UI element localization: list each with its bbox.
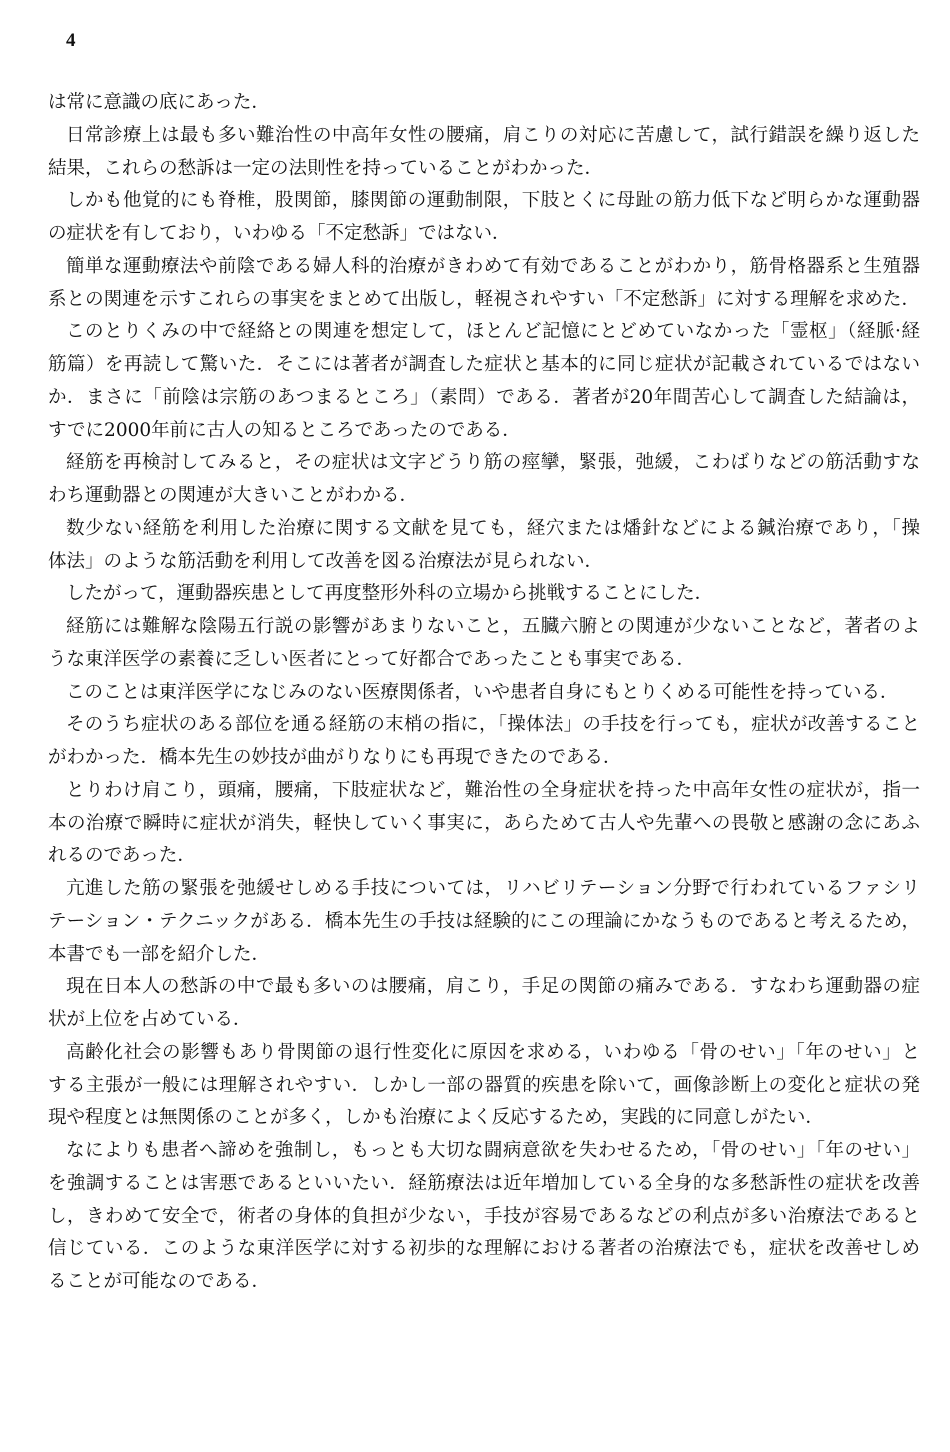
text-line: このことは東洋医学になじみのない医療関係者，いや患者自身にもとりくめる可能性を持っている． — [66, 681, 899, 703]
text-line: し，きわめて安全で，術者の身体的負担が少ない，手技が容易であるなどの利点が多い治療法であると — [48, 1205, 920, 1227]
text-line: 数少ない経筋を利用した治療に関する文献を見ても，経穴または燔針などによる鍼治療であり，「操 — [66, 517, 920, 539]
text-line: うな東洋医学の素養に乏しい医者にとって好都合であったことも事実である． — [48, 648, 695, 670]
text-line: か．まさに「前陰は宗筋のあつまるところ」（素問）である．著者が20年間苦心して調査した結論は， — [48, 386, 920, 408]
text-line: 高齢化社会の影響もあり骨関節の退行性変化に原因を求める，いわゆる「骨のせい」「年のせい」と — [66, 1041, 920, 1063]
text-line: 結果，これらの愁訴は一定の法則性を持っていることがわかった． — [48, 157, 604, 179]
text-line: ることが可能なのである． — [48, 1271, 271, 1292]
text-line: したがって，運動器疾患として再度整形外科の立場から挑戦することにした． — [66, 583, 714, 605]
text-line: 筋篇）を再読して驚いた．そこには著者が調査した症状と基本的に同じ症状が記載されているではない — [48, 354, 920, 375]
text-line: 本書でも一部を紹介した． — [48, 943, 271, 965]
text-line: そのうち症状のある部位を通る経筋の末梢の指に，「操体法」の手技を行っても，症状が改善すること — [66, 714, 920, 736]
text-line: 現や程度とは無関係のことが多く，しかも治療によく反応するため，実践的に同意しがたい． — [48, 1107, 824, 1129]
text-line: しかも他覚的にも脊椎，股関節，膝関節の運動制限，下肢とくに母趾の筋力低下など明らかな運動器 — [66, 190, 920, 212]
text-line: 本の治療で瞬時に症状が消失，軽快していく事実に，あらためて古人や先輩への畏敬と感謝の念にあふ — [48, 812, 920, 834]
page-number: 4 — [66, 30, 76, 51]
text-line: わち運動器との関連が大きいことがわかる． — [48, 485, 419, 506]
text-line: 日常診療上は最も多い難治性の中高年女性の腰痛，肩こりの対応に苦慮して，試行錯誤を繰り返した — [66, 124, 920, 146]
text-line: がわかった．橋本先生の妙技が曲がりなりにも再現できたのである． — [48, 747, 622, 768]
text-line: する主張が一般には理解されやすい．しかし一部の器質的疾患を除いて，画像診断上の変化と症状の発 — [48, 1074, 920, 1096]
text-line: このとりくみの中で経絡との関連を想定して，ほとんど記憶にとどめていなかった「霊枢」（経脈·経 — [66, 321, 920, 343]
text-line: 亢進した筋の緊張を弛緩せしめる手技については，リハビリテーション分野で行われているファシリ — [66, 878, 920, 899]
text-line: 簡単な運動療法や前陰である婦人科的治療がきわめて有効であることがわかり，筋骨格器系と生殖器 — [66, 255, 920, 277]
text-line: すでに2000年前に古人の知るところであったのである． — [48, 419, 521, 441]
text-line: れるのであった． — [48, 845, 196, 867]
text-line: テーション・テクニックがある．橋本先生の手技は経験的にこの理論にかなうものであると考えるため， — [48, 910, 920, 932]
text-line: は常に意識の底にあった． — [48, 92, 270, 113]
text-line: とりわけ肩こり，頭痛，腰痛，下肢症状など，難治性の全身症状を持った中高年女性の症状が，指一 — [66, 779, 920, 801]
text-line: を強調することは害悪であるといいたい．経筋療法は近年増加している全身的な多愁訴性の症状を改善 — [48, 1172, 920, 1194]
text-line: 経筋を再検討してみると，その症状は文字どうり筋の痙攣，緊張，弛緩，こわばりなどの筋活動すな — [66, 452, 920, 474]
text-line: 現在日本人の愁訴の中で最も多いのは腰痛，肩こり，手足の関節の痛みである．すなわち運動器の症 — [66, 976, 920, 998]
text-line: なによりも患者へ諦めを強制し，もっとも大切な闘病意欲を失わせるため，「骨のせい」「年のせい」 — [66, 1140, 920, 1161]
text-line: 状が上位を占めている． — [48, 1009, 252, 1030]
text-line: 経筋には難解な陰陽五行説の影響があまりないこと，五臓六腑との関連が少ないことなど，著者のよ — [66, 616, 920, 637]
text-line: 系との関連を示すこれらの事実をまとめて出版し，軽視されやすい「不定愁訴」に対する理解を求めた． — [48, 288, 920, 310]
text-line: 体法」のような筋活動を利用して改善を図る治療法が見られない． — [48, 550, 604, 572]
body-text — [48, 87, 920, 1299]
text-line: 信じている．このような東洋医学に対する初歩的な理解における著者の治療法でも，症状を改善せしめ — [48, 1238, 920, 1260]
text-line: の症状を有しており，いわゆる「不定愁訴」ではない． — [48, 223, 511, 244]
